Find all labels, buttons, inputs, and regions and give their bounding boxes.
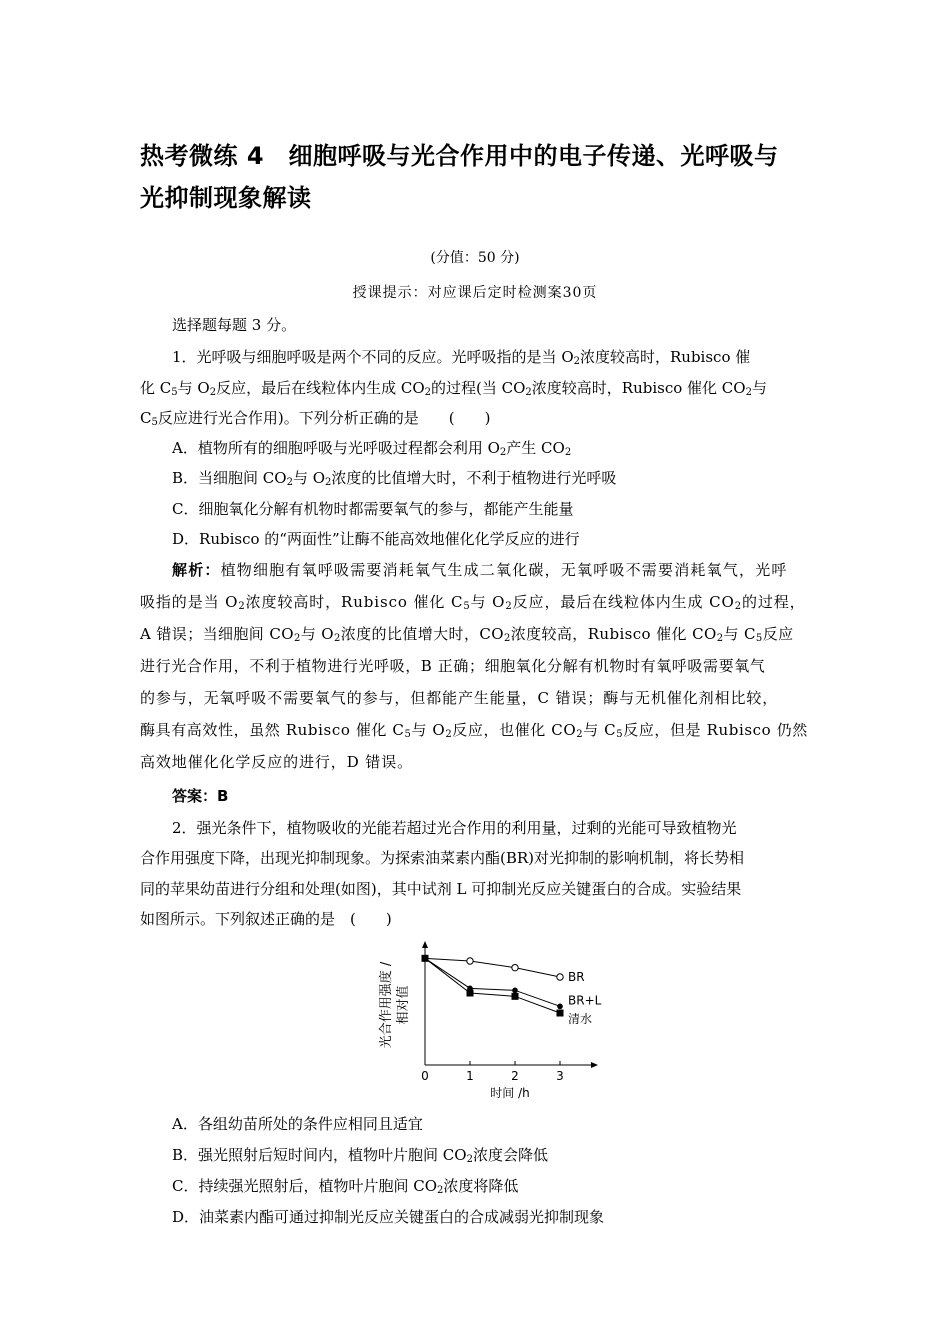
q2-line-2: 合作用强度下降，出现光抑制现象。为探索油菜素内酯(BR)对光抑制的影响机制，将长势相 — [140, 849, 745, 867]
x-axis-label: 时间 /h — [490, 1086, 530, 1100]
q2-line-3: 同的苹果幼苗进行分组和处理(如图)，其中试剂 L 可抑制光反应关键蛋白的合成。实验结果 — [140, 880, 742, 898]
series-label: 清水 — [568, 1012, 593, 1026]
q2-option-c: C．持续强光照射后，植物叶片胞间 $CO_2$浓度将降低 — [172, 1177, 519, 1196]
data-point — [512, 988, 518, 994]
explain-line-4: 进行光合作用，不利于植物进行光呼吸，B 正确；细胞氧化分解有机物时有氧呼吸需要氧气 — [140, 657, 766, 675]
series-label: BR — [568, 970, 585, 984]
title-line-1: 热考微练 4 细胞呼吸与光合作用中的电子传递、光呼吸与 — [140, 142, 779, 170]
series-labels — [568, 970, 602, 1026]
line-chart — [370, 940, 630, 1105]
explain-line-7: 高效地催化化学反应的进行，D 错误。 — [140, 753, 413, 771]
q2-line-1: 2．强光条件下，植物吸收的光能若超过光合作用的利用量，过剩的光能可导致植物光 — [172, 819, 737, 837]
y-axis-label-line-1: 光合作用强度 / — [379, 961, 394, 1049]
data-point — [422, 955, 429, 962]
q1-line-3: $C_5$反应进行光合作用)。下列分析正确的是 ( ) — [140, 409, 491, 428]
x-ticks — [421, 1061, 564, 1083]
data-point — [467, 990, 474, 997]
data-point — [557, 1010, 564, 1017]
explain-line-1: 解析：植物细胞有氧呼吸需要消耗氧气生成二氧化碳，无氧呼吸不需要消耗氧气，光呼 — [172, 561, 788, 579]
title-line-2: 光抑制现象解读 — [140, 184, 312, 212]
q2-line-4: 如图所示。下列叙述正确的是 ( ) — [140, 910, 392, 928]
explain-line-2: 吸指的是当 $O_2$浓度较高时，Rubisco 催化 $C_5$与 $O_2$反应，最后在线粒体内生成 $CO_2$的过程， — [140, 593, 806, 612]
explain-line-5: 的参与，无氧呼吸不需要氧气的参与，但都能产生能量，C 错误；酶与无机催化剂相比较， — [140, 689, 779, 707]
q1-option-c: C．细胞氧化分解有机物时都需要氧气的参与，都能产生能量 — [172, 500, 574, 518]
score-note: (分值：50 分) — [430, 250, 520, 266]
series-label: BR+L — [568, 993, 602, 1008]
explain-line-6: 酶具有高效性，虽然 Rubisco 催化 $C_5$与 $O_2$反应，也催化 $CO_2$与 $C_5$反应，但是 Rubisco 仍然 — [140, 721, 808, 740]
x-tick-label: 3 — [556, 1069, 564, 1083]
x-axis-arrow — [591, 1062, 598, 1068]
data-point — [557, 1004, 563, 1010]
data-point — [512, 993, 519, 1000]
q1-option-b: B．当细胞间 $CO_2$与 $O_2$浓度的比值增大时，不利于植物进行光呼吸 — [172, 469, 617, 488]
answer: 答案：B — [172, 787, 229, 805]
q2-option-d: D．油菜素内酯可通过抑制光反应关键蛋白的合成减弱光抑制现象 — [172, 1208, 605, 1226]
explain-line-3: A 错误；当细胞间 $CO_2$与 $O_2$浓度的比值增大时，$CO_2$浓度较高，Rubisco 催化 $CO_2$与 $C_5$反应 — [140, 625, 794, 644]
q1-line-1: 1．光呼吸与细胞呼吸是两个不同的反应。光呼吸指的是当 $O_2$浓度较高时，Rubisco 催 — [172, 348, 751, 367]
x-tick-label: 0 — [421, 1069, 429, 1083]
q1-line-2: 化 $C_5$与 $O_2$反应，最后在线粒体内生成 $CO_2$的过程(当 $CO_2$浓度较高时，Rubisco 催化 $CO_2$与 — [140, 379, 767, 398]
page-title — [140, 135, 820, 219]
x-tick-label: 1 — [466, 1069, 474, 1083]
y-axis-arrow — [422, 941, 428, 948]
q2-option-b: B．强光照射后短时间内，植物叶片胞间 $CO_2$浓度会降低 — [172, 1146, 548, 1165]
data-point — [557, 974, 563, 980]
x-tick-label: 2 — [511, 1069, 519, 1083]
q1-option-d: D．Rubisco 的“两面性”让酶不能高效地催化化学反应的进行 — [172, 530, 580, 548]
q2-option-a: A．各组幼苗所处的条件应相同且适宜 — [172, 1115, 423, 1133]
teaching-hint: 授课提示：对应课后定时检测案30页 — [352, 285, 598, 301]
q1-option-a: A．植物所有的细胞呼吸与光呼吸过程都会利用 $O_2$产生 $CO_2$ — [172, 439, 572, 458]
instruction: 选择题每题 3 分。 — [172, 316, 297, 334]
series-lines — [425, 958, 560, 1013]
data-point — [512, 964, 518, 970]
data-point — [467, 958, 473, 964]
series-line — [425, 958, 560, 1006]
y-axis-label-line-2: 相对值 — [396, 985, 411, 1025]
series-line — [425, 958, 560, 1013]
